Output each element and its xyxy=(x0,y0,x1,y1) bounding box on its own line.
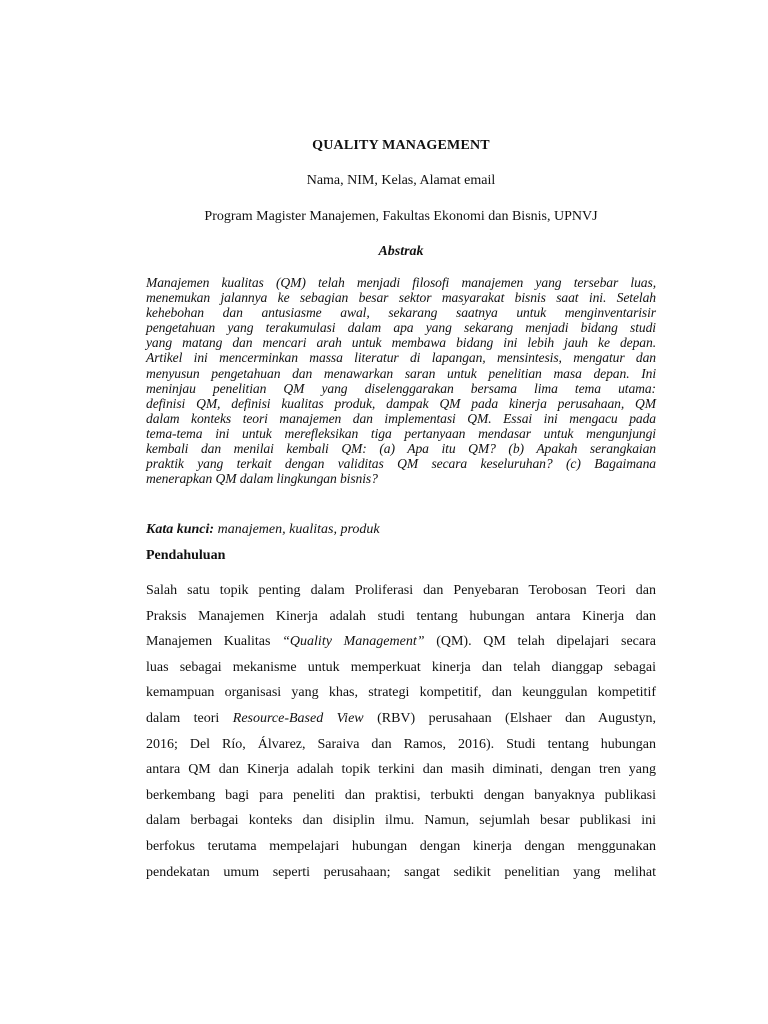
section-heading-introduction: Pendahuluan xyxy=(146,548,226,563)
body-text-run: dalam teori xyxy=(146,710,233,726)
paper-title: QUALITY MANAGEMENT xyxy=(312,138,490,153)
body-line: antara QM dan Kinerja adalah topik terkini dan masih diminati, dengan tren yang xyxy=(146,762,656,778)
keywords-label: Kata kunci: xyxy=(146,522,215,537)
body-text-run: (RBV) perusahaan (Elshaer dan Augustyn, xyxy=(363,710,656,726)
abstract-line: definisi QM, definisi kualitas produk, dampak QM pada kinerja perusahaan, QM xyxy=(146,395,656,411)
abstract-line: tema-tema ini untuk merefleksikan tiga pertanyaan mendasar untuk mengunjungi xyxy=(146,425,656,441)
abstract-line: Artikel ini mencerminkan massa literatur di lapangan, mensintesis, mengatur dan xyxy=(146,350,656,366)
italic-term: Resource-Based View xyxy=(232,710,364,726)
abstract-line: menerapkan QM dalam lingkungan bisnis? xyxy=(146,471,378,487)
abstract-line: dalam konteks teori manajemen dan implementasi QM. Essai ini mengacu pada xyxy=(146,410,656,426)
abstract-line: praktik yang terkait dengan validitas QM secara keseluruhan? (c) Bagaimana xyxy=(146,456,656,472)
abstract-line: pengetahuan yang terakumulasi dalam apa yang sekarang menjadi bidang studi xyxy=(146,320,656,336)
keywords-value: manajemen, kualitas, produk xyxy=(214,522,380,537)
abstract-line: menyusun pengetahuan dan menawarkan saran untuk penelitian masa depan. Ini xyxy=(146,365,656,381)
body-line xyxy=(146,629,656,655)
body-line: berfokus terutama mempelajari hubungan dengan kinerja dengan menggunakan xyxy=(146,838,656,854)
body-line: pendekatan umum seperti perusahaan; sangat sedikit penelitian yang melihat xyxy=(146,864,656,880)
abstract-heading: Abstrak xyxy=(378,244,424,259)
body-text-run: Manajemen Kualitas xyxy=(146,634,283,650)
keywords-line xyxy=(146,521,656,539)
abstract-line: yang matang dan mencari arah untuk membawa bidang ini lebih jauh ke depan. xyxy=(146,335,656,351)
abstract-line: meninjau penelitian QM yang diselenggarakan bersama lima tema utama: xyxy=(146,380,656,396)
abstract-text xyxy=(146,275,656,486)
author-line: Nama, NIM, Kelas, Alamat email xyxy=(306,173,496,188)
abstract-line: kehebohan dan antusiasme awal, sekarang saatnya untuk menginventarisir xyxy=(146,305,656,321)
abstract-line: Manajemen kualitas (QM) telah menjadi filosofi manajemen yang tersebar luas, xyxy=(146,275,656,290)
affiliation-line: Program Magister Manajemen, Fakultas Ekonomi dan Bisnis, UPNVJ xyxy=(204,209,598,224)
body-line: Salah satu topik penting dalam Proliferasi dan Penyebaran Terobosan Teori dan xyxy=(146,583,656,598)
body-line xyxy=(146,706,656,732)
body-line: kemampuan organisasi yang khas, strategi kompetitif, dan keunggulan kompetitif xyxy=(146,685,656,701)
introduction-body xyxy=(146,578,656,885)
abstract-line: menemukan jalannya ke sebagian besar sektor masyarakat bisnis saat ini. Setelah xyxy=(146,290,656,306)
abstract-line: kembali dan menilai kembali QM: (a) Apa itu QM? (b) Apakah serangkaian xyxy=(146,441,656,457)
body-text-run: (QM). QM telah dipelajari secara xyxy=(424,634,656,650)
body-line: dalam berbagai konteks dan disiplin ilmu. Namun, sejumlah besar publikasi ini xyxy=(146,813,656,829)
body-line: luas sebagai mekanisme untuk memperkuat kinerja dan telah dianggap sebagai xyxy=(146,659,656,675)
body-line: Praksis Manajemen Kinerja adalah studi tentang hubungan antara Kinerja dan xyxy=(146,608,656,624)
italic-term: “Quality Management” xyxy=(282,634,425,650)
body-line: berkembang bagi para peneliti dan praktisi, terbukti dengan banyaknya publikasi xyxy=(146,787,656,803)
body-line: 2016; Del Río, Álvarez, Saraiva dan Ramos, 2016). Studi tentang hubungan xyxy=(146,736,656,752)
